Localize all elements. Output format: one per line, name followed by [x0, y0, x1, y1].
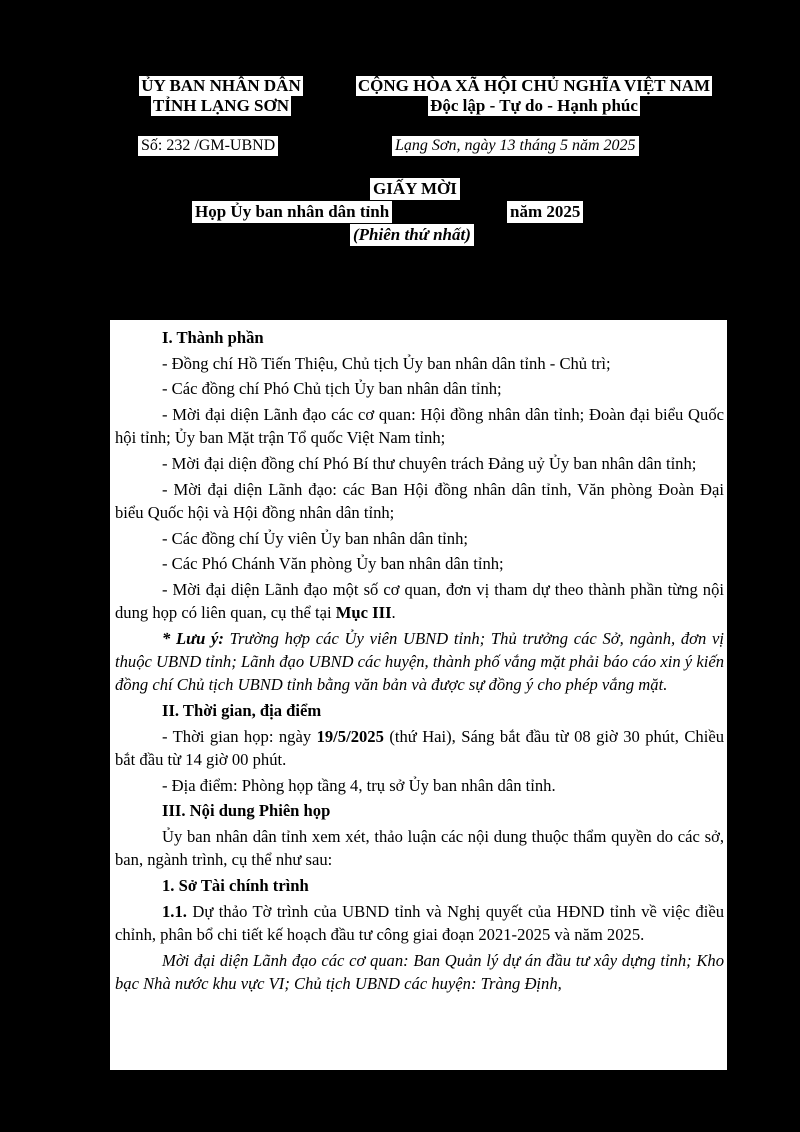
meeting-time: - Thời gian họp: ngày 19/5/2025 (thứ Hai), Sáng bắt đầu từ 08 giờ 30 phút, Chiều bắt đầu từ 14 giờ 00 phút.: [115, 726, 724, 769]
document-number: Số: 232 /GM-UBND: [138, 136, 278, 156]
participant-item: - Mời đại diện đồng chí Phó Bí thư chuyên trách Đảng uỷ Ủy ban nhân dân tỉnh;: [162, 454, 697, 474]
participant-item: - Mời đại diện Lãnh đạo: các Ban Hội đồng nhân dân tỉnh, Văn phòng Đoàn Đại biểu Quốc hội và Hội đồng nhân dân tỉnh;: [115, 479, 724, 522]
participant-item-last: - Mời đại diện Lãnh đạo một số cơ quan, đơn vị tham dự theo thành phần từng nội dung họp có liên quan, cụ thể tại Mục III.: [115, 580, 724, 623]
section-3-heading: III. Nội dung Phiên họp: [162, 801, 331, 821]
participant-item: - Đồng chí Hồ Tiến Thiệu, Chủ tịch Ủy ban nhân dân tỉnh - Chủ trì;: [162, 353, 611, 373]
meeting-date: 19/5/2025: [316, 726, 384, 746]
place-and-date: Lạng Sơn, ngày 13 tháng 5 năm 2025: [392, 136, 639, 156]
participant-item: - Các đồng chí Ủy viên Ủy ban nhân dân tỉnh;: [162, 528, 468, 548]
participant-item: - Mời đại diện Lãnh đạo các cơ quan: Hội đồng nhân dân tỉnh; Đoàn đại biểu Quốc hội tỉnh; Ủy ban Mặt trận Tổ quốc Việt Nam tỉnh;: [115, 405, 724, 448]
item-number: 1.1.: [162, 901, 187, 921]
attendance-note: * Lưu ý: Trường hợp các Ủy viên UBND tỉnh; Thủ trưởng các Sở, ngành, đơn vị thuộc UBND tỉnh; Lãnh đạo UBND các huyện, thành phố vắng mặt phải báo cáo xin ý kiến đồng chí Chủ tịch UBND tỉnh bằng văn bản và được sự đồng ý cho phép vắng mặt.: [115, 628, 724, 695]
title-subject-left: Họp Ủy ban nhân dân tỉnh: [192, 201, 392, 223]
agenda-item-1-1: 1.1. Dự thảo Tờ trình của UBND tỉnh và Nghị quyết của HĐND tỉnh về việc điều chỉnh, phân bổ chi tiết kế hoạch đầu tư công giai đoạn 2021-2025 và năm 2025.: [115, 901, 724, 944]
invitation-body: [110, 320, 727, 1070]
meeting-location: - Địa điểm: Phòng họp tầng 4, trụ sở Ủy ban nhân dân tỉnh.: [162, 775, 556, 795]
subsection-1-heading: 1. Sở Tài chính trình: [162, 875, 309, 895]
section-reference: Mục III: [335, 603, 392, 623]
section-2-heading: II. Thời gian, địa điểm: [162, 701, 322, 721]
section-3-intro: Ủy ban nhân dân tỉnh xem xét, thảo luận các nội dung thuộc thẩm quyền do các sở, ban, ngành trình, cụ thể như sau:: [115, 827, 724, 870]
national-header: [338, 76, 730, 116]
state-motto: Độc lập - Tự do - Hạnh phúc: [430, 96, 638, 115]
participant-item: - Các Phó Chánh Văn phòng Ủy ban nhân dân tỉnh;: [162, 554, 504, 574]
section-1-heading: I. Thành phần: [162, 328, 264, 347]
org-line-1: ỦY BAN NHÂN DÂN: [141, 76, 301, 95]
note-label: * Lưu ý:: [162, 628, 224, 648]
session-label: (Phiên thứ nhất): [350, 224, 474, 246]
issuing-organization: [128, 76, 314, 116]
agenda-invitees: Mời đại diện Lãnh đạo các cơ quan: Ban Quản lý dự án đầu tư xây dựng tỉnh; Kho bạc Nhà nước khu vực VI; Chủ tịch UBND các huyện: Tràng Định,: [115, 950, 724, 993]
state-name: CỘNG HÒA XÃ HỘI CHỦ NGHĨA VIỆT NAM: [357, 76, 711, 95]
org-line-2: TỈNH LẠNG SƠN: [152, 96, 290, 115]
participant-item: - Các đồng chí Phó Chủ tịch Ủy ban nhân dân tỉnh;: [162, 379, 502, 399]
title-subject-right: năm 2025: [507, 201, 583, 223]
document-title: GIẤY MỜI: [370, 178, 460, 200]
